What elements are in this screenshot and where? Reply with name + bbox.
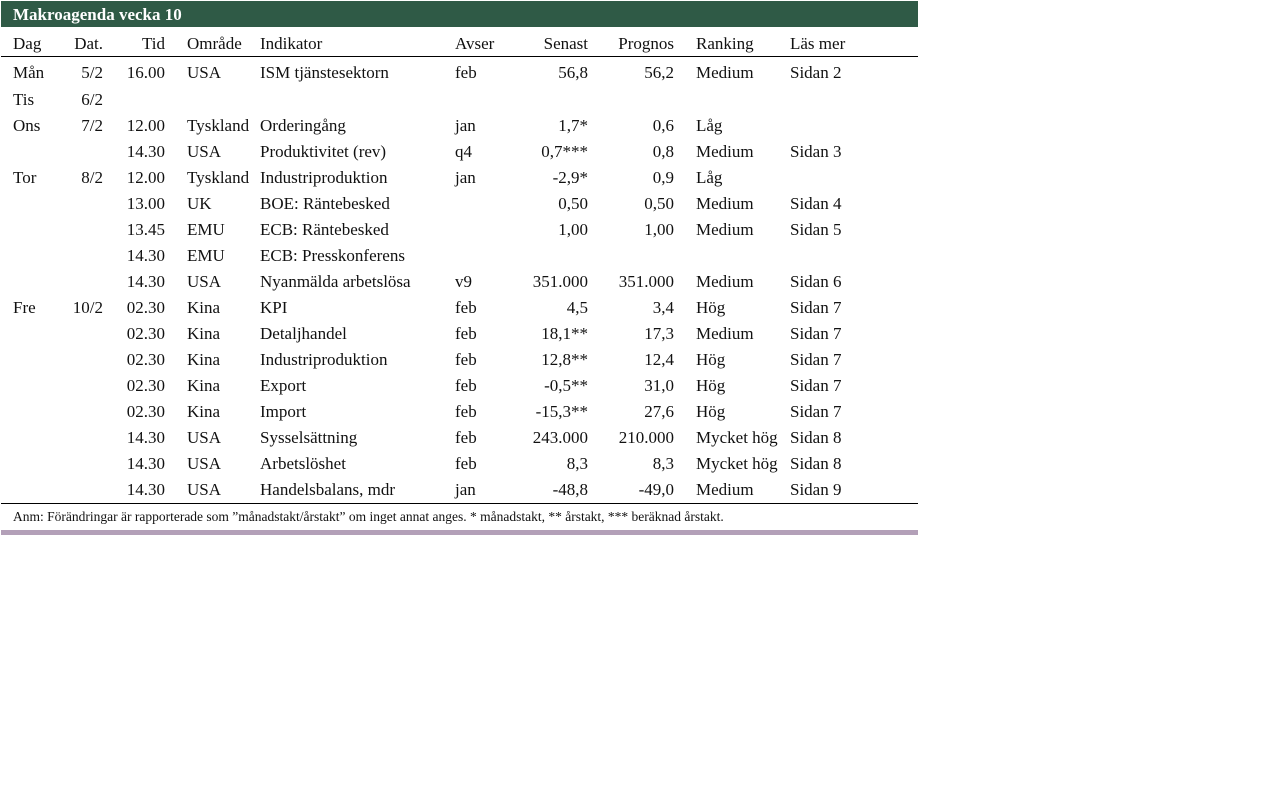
cell-prognos bbox=[588, 87, 674, 113]
table-row bbox=[1, 269, 918, 295]
cell-indikator: Orderingång bbox=[260, 116, 346, 135]
cell-dat bbox=[68, 347, 103, 373]
cell-las-mer: Sidan 3 bbox=[790, 142, 842, 161]
cell-dat bbox=[68, 451, 103, 477]
cell-prognos: 12,4 bbox=[644, 350, 674, 369]
cell-ranking: Medium bbox=[696, 142, 754, 161]
cell-tid: 14.30 bbox=[126, 454, 165, 473]
cell-indikator: BOE: Räntebesked bbox=[260, 194, 390, 213]
cell-dag bbox=[13, 321, 68, 347]
table-row bbox=[1, 243, 918, 269]
table-row bbox=[1, 373, 918, 399]
cell-dat bbox=[68, 217, 103, 243]
cell-senast: 1,7* bbox=[558, 116, 588, 135]
cell-omrade: Kina bbox=[187, 402, 221, 421]
cell-omrade: EMU bbox=[187, 246, 225, 265]
cell-prognos: 210.000 bbox=[618, 428, 674, 447]
cell-omrade: USA bbox=[187, 480, 222, 499]
cell-senast: 351.000 bbox=[532, 272, 588, 291]
cell-tid: 16.00 bbox=[126, 63, 165, 82]
cell-dat: 8/2 bbox=[81, 168, 103, 187]
col-header-senast: Senast bbox=[502, 27, 588, 57]
cell-omrade bbox=[165, 87, 260, 113]
cell-dat bbox=[68, 243, 103, 269]
cell-tid: 02.30 bbox=[126, 350, 165, 369]
cell-las-mer bbox=[790, 165, 918, 191]
table-row bbox=[1, 191, 918, 217]
table-row bbox=[1, 165, 918, 191]
cell-senast bbox=[502, 87, 588, 113]
cell-senast: 4,5 bbox=[566, 298, 588, 317]
col-header-avser: Avser bbox=[455, 27, 502, 57]
cell-avser bbox=[455, 87, 502, 113]
cell-senast: 56,8 bbox=[558, 63, 588, 82]
col-header-ranking: Ranking bbox=[674, 27, 790, 57]
cell-senast bbox=[502, 243, 588, 269]
agenda-title: Makroagenda vecka 10 bbox=[1, 1, 918, 27]
cell-prognos: 0,8 bbox=[652, 142, 674, 161]
footnote: Anm: Förändringar är rapporterade som ”månadstakt/årstakt” om inget annat anges. * månadstakt, ** årstakt, *** beräknad årstakt. bbox=[1, 504, 918, 531]
col-header-prognos: Prognos bbox=[588, 27, 674, 57]
table-row bbox=[1, 295, 918, 321]
table-row bbox=[1, 87, 918, 113]
cell-tid: 13.45 bbox=[126, 220, 165, 239]
cell-omrade: USA bbox=[187, 454, 222, 473]
cell-tid: 13.00 bbox=[126, 194, 165, 213]
table-row bbox=[1, 217, 918, 243]
cell-ranking bbox=[674, 87, 790, 113]
cell-dag bbox=[13, 139, 68, 165]
cell-indikator: Industriproduktion bbox=[260, 168, 388, 187]
cell-tid: 14.30 bbox=[126, 272, 165, 291]
cell-dag bbox=[13, 243, 68, 269]
cell-tid: 02.30 bbox=[126, 298, 165, 317]
cell-omrade: USA bbox=[187, 272, 222, 291]
cell-las-mer: Sidan 2 bbox=[790, 63, 842, 82]
cell-ranking: Medium bbox=[696, 272, 754, 291]
cell-tid: 02.30 bbox=[126, 376, 165, 395]
cell-avser: feb bbox=[455, 454, 477, 473]
table-row bbox=[1, 347, 918, 373]
col-header-dag: Dag bbox=[13, 27, 68, 57]
cell-omrade: Kina bbox=[187, 376, 221, 395]
cell-las-mer: Sidan 7 bbox=[790, 376, 842, 395]
cell-dag: Tis bbox=[13, 90, 35, 109]
cell-dag: Tor bbox=[13, 168, 37, 187]
cell-tid: 14.30 bbox=[126, 142, 165, 161]
cell-avser: feb bbox=[455, 63, 477, 82]
cell-omrade: Kina bbox=[187, 298, 221, 317]
cell-prognos: -49,0 bbox=[638, 480, 674, 499]
cell-senast: -48,8 bbox=[552, 480, 588, 499]
cell-las-mer: Sidan 7 bbox=[790, 350, 842, 369]
cell-avser: q4 bbox=[455, 142, 472, 161]
cell-avser: jan bbox=[455, 116, 476, 135]
cell-dat bbox=[68, 373, 103, 399]
cell-prognos: 31,0 bbox=[644, 376, 674, 395]
cell-dag: Mån bbox=[13, 63, 45, 82]
table-row bbox=[1, 321, 918, 347]
cell-dat bbox=[68, 321, 103, 347]
cell-ranking: Medium bbox=[696, 194, 754, 213]
cell-indikator: Sysselsättning bbox=[260, 428, 358, 447]
cell-indikator: Handelsbalans, mdr bbox=[260, 480, 396, 499]
table-row bbox=[1, 425, 918, 451]
cell-omrade: Tyskland bbox=[187, 168, 250, 187]
cell-las-mer bbox=[790, 243, 918, 269]
cell-avser: feb bbox=[455, 402, 477, 421]
cell-dat bbox=[68, 399, 103, 425]
cell-las-mer: Sidan 8 bbox=[790, 454, 842, 473]
table-row bbox=[1, 477, 918, 504]
cell-senast: 0,7*** bbox=[541, 142, 588, 161]
cell-dag bbox=[13, 269, 68, 295]
agenda-table bbox=[1, 27, 918, 530]
cell-indikator: ECB: Räntebesked bbox=[260, 220, 389, 239]
cell-las-mer: Sidan 6 bbox=[790, 272, 842, 291]
cell-dag bbox=[13, 217, 68, 243]
cell-ranking: Hög bbox=[696, 350, 726, 369]
cell-senast: 12,8** bbox=[541, 350, 588, 369]
cell-ranking: Hög bbox=[696, 298, 726, 317]
cell-omrade: USA bbox=[187, 142, 222, 161]
cell-avser bbox=[455, 217, 502, 243]
cell-prognos: 17,3 bbox=[644, 324, 674, 343]
cell-tid bbox=[103, 87, 165, 113]
cell-ranking: Hög bbox=[696, 376, 726, 395]
cell-las-mer: Sidan 8 bbox=[790, 428, 842, 447]
cell-ranking: Mycket hög bbox=[696, 428, 778, 447]
cell-prognos: 8,3 bbox=[652, 454, 674, 473]
cell-prognos: 56,2 bbox=[644, 63, 674, 82]
cell-las-mer: Sidan 7 bbox=[790, 298, 842, 317]
cell-indikator: Import bbox=[260, 402, 307, 421]
agenda-rows bbox=[1, 57, 918, 504]
cell-avser: feb bbox=[455, 376, 477, 395]
cell-avser: feb bbox=[455, 324, 477, 343]
cell-omrade: USA bbox=[187, 428, 222, 447]
cell-avser: v9 bbox=[455, 272, 472, 291]
cell-indikator bbox=[260, 87, 455, 113]
table-row bbox=[1, 451, 918, 477]
cell-dag bbox=[13, 191, 68, 217]
cell-prognos: 0,50 bbox=[644, 194, 674, 213]
cell-avser: feb bbox=[455, 428, 477, 447]
table-row bbox=[1, 113, 918, 139]
cell-prognos: 0,9 bbox=[652, 168, 674, 187]
bottom-rule bbox=[1, 530, 918, 535]
cell-ranking: Låg bbox=[696, 116, 723, 135]
cell-omrade: Kina bbox=[187, 350, 221, 369]
cell-ranking: Medium bbox=[696, 220, 754, 239]
cell-indikator: ISM tjänstesektorn bbox=[260, 63, 389, 82]
col-header-las-mer: Läs mer bbox=[790, 27, 918, 57]
cell-senast: 1,00 bbox=[558, 220, 588, 239]
cell-las-mer bbox=[790, 113, 918, 139]
cell-ranking: Hög bbox=[696, 402, 726, 421]
cell-senast: -15,3** bbox=[535, 402, 588, 421]
cell-prognos: 1,00 bbox=[644, 220, 674, 239]
cell-tid: 02.30 bbox=[126, 402, 165, 421]
cell-ranking: Medium bbox=[696, 63, 754, 82]
cell-dat bbox=[68, 191, 103, 217]
cell-dag bbox=[13, 477, 68, 504]
cell-las-mer: Sidan 4 bbox=[790, 194, 842, 213]
cell-avser: jan bbox=[455, 480, 476, 499]
cell-tid: 14.30 bbox=[126, 246, 165, 265]
cell-senast: 0,50 bbox=[558, 194, 588, 213]
cell-indikator: Produktivitet (rev) bbox=[260, 142, 387, 161]
cell-omrade: UK bbox=[187, 194, 212, 213]
cell-ranking: Låg bbox=[696, 168, 723, 187]
macro-agenda bbox=[1, 1, 918, 535]
cell-indikator: Detaljhandel bbox=[260, 324, 347, 343]
cell-prognos: 27,6 bbox=[644, 402, 674, 421]
cell-tid: 12.00 bbox=[126, 168, 165, 187]
cell-dat: 5/2 bbox=[81, 63, 103, 82]
cell-avser: feb bbox=[455, 298, 477, 317]
col-header-indikator: Indikator bbox=[260, 27, 455, 57]
cell-senast: -0,5** bbox=[544, 376, 588, 395]
cell-omrade: EMU bbox=[187, 220, 225, 239]
cell-dat bbox=[68, 477, 103, 504]
cell-ranking: Mycket hög bbox=[696, 454, 778, 473]
cell-dat bbox=[68, 425, 103, 451]
cell-dag bbox=[13, 425, 68, 451]
cell-omrade: Tyskland bbox=[187, 116, 250, 135]
cell-dag: Ons bbox=[13, 116, 41, 135]
cell-senast: -2,9* bbox=[552, 168, 588, 187]
cell-indikator: Export bbox=[260, 376, 307, 395]
cell-tid: 02.30 bbox=[126, 324, 165, 343]
cell-tid: 12.00 bbox=[126, 116, 165, 135]
table-row bbox=[1, 57, 918, 88]
cell-las-mer bbox=[790, 87, 918, 113]
cell-prognos: 351.000 bbox=[618, 272, 674, 291]
cell-dag bbox=[13, 451, 68, 477]
cell-tid: 14.30 bbox=[126, 480, 165, 499]
header-row bbox=[1, 27, 918, 57]
table-row bbox=[1, 399, 918, 425]
cell-ranking: Medium bbox=[696, 324, 754, 343]
cell-senast: 8,3 bbox=[566, 454, 588, 473]
cell-dat: 7/2 bbox=[81, 116, 103, 135]
cell-omrade: USA bbox=[187, 63, 222, 82]
cell-indikator: Arbetslöshet bbox=[260, 454, 346, 473]
cell-prognos: 0,6 bbox=[652, 116, 674, 135]
cell-tid: 14.30 bbox=[126, 428, 165, 447]
cell-las-mer: Sidan 7 bbox=[790, 402, 842, 421]
cell-indikator: Industriproduktion bbox=[260, 350, 388, 369]
col-header-tid: Tid bbox=[103, 27, 165, 57]
cell-indikator: ECB: Presskonferens bbox=[260, 246, 405, 265]
cell-dag bbox=[13, 373, 68, 399]
cell-indikator: KPI bbox=[260, 298, 288, 317]
cell-omrade: Kina bbox=[187, 324, 221, 343]
cell-avser: jan bbox=[455, 168, 476, 187]
col-header-omrade: Område bbox=[165, 27, 260, 57]
cell-avser: feb bbox=[455, 350, 477, 369]
cell-dat: 6/2 bbox=[81, 90, 103, 109]
cell-las-mer: Sidan 9 bbox=[790, 480, 842, 499]
cell-las-mer: Sidan 7 bbox=[790, 324, 842, 343]
cell-dat bbox=[68, 269, 103, 295]
cell-dag: Fre bbox=[13, 298, 36, 317]
cell-prognos: 3,4 bbox=[652, 298, 674, 317]
cell-dat bbox=[68, 139, 103, 165]
cell-avser bbox=[455, 191, 502, 217]
cell-dag bbox=[13, 399, 68, 425]
cell-dag bbox=[13, 347, 68, 373]
cell-prognos bbox=[588, 243, 674, 269]
cell-avser bbox=[455, 243, 502, 269]
cell-las-mer: Sidan 5 bbox=[790, 220, 842, 239]
table-row bbox=[1, 139, 918, 165]
cell-ranking bbox=[674, 243, 790, 269]
cell-senast: 18,1** bbox=[541, 324, 588, 343]
cell-dat: 10/2 bbox=[72, 298, 103, 317]
cell-indikator: Nyanmälda arbetslösa bbox=[260, 272, 411, 291]
col-header-dat: Dat. bbox=[68, 27, 103, 57]
cell-ranking: Medium bbox=[696, 480, 754, 499]
cell-senast: 243.000 bbox=[532, 428, 588, 447]
